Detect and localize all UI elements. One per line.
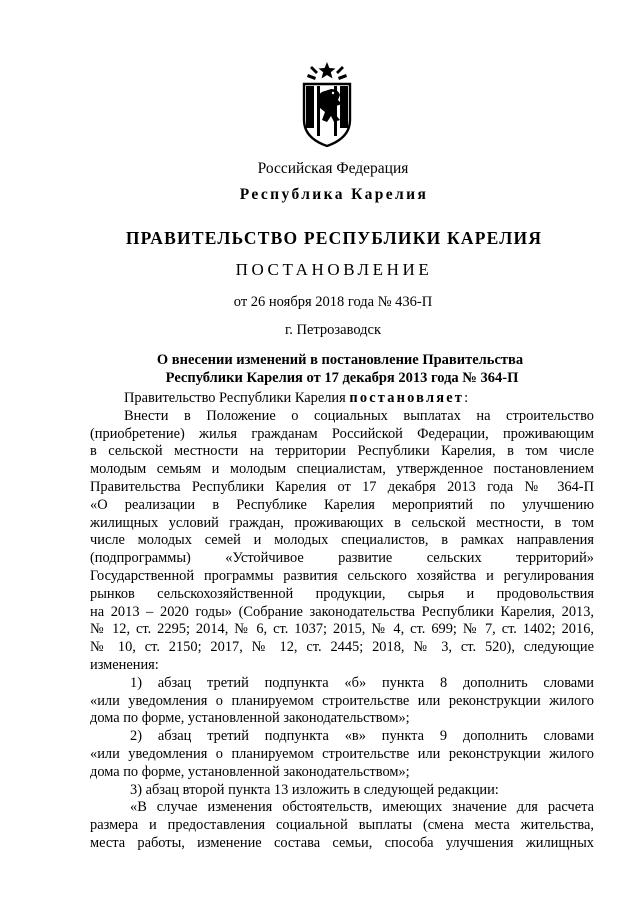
federation-line: Российская Федерация bbox=[257, 160, 409, 177]
body-line: «или уведомления о планируемом строительстве или реконструкции жилого bbox=[90, 692, 594, 709]
body-line: 1) абзац третий подпункта «б» пункта 8 дополнить словами bbox=[130, 674, 594, 691]
body-line: дома по форме, установленной законодательством»; bbox=[90, 763, 410, 780]
body-line: жилищных условий граждан, проживающих в сельской местности, в том bbox=[90, 514, 594, 531]
intro-line bbox=[90, 390, 594, 408]
body-line: размера и предоставления социальной выплаты (смена места жительства, bbox=[90, 817, 594, 834]
karelia-coat-of-arms-icon bbox=[298, 62, 356, 147]
document-title-line-1: О внесении изменений в постановление Правительства bbox=[156, 352, 524, 368]
body-line: в сельской местности на территории Республики Карелия, в том числе bbox=[90, 443, 594, 460]
body-line: места работы, изменение состава семьи, способа улучшения жилищных bbox=[90, 834, 594, 851]
body-line: молодым семьям и молодым специалистам, утвержденное постановлением bbox=[90, 461, 594, 478]
body-line: «О реализации в Республике Карелия мероприятий по улучшению bbox=[90, 496, 594, 513]
body-line: «В случае изменения обстоятельств, имеющих значение для расчета bbox=[130, 799, 594, 816]
body-line: «или уведомления о планируемом строительстве или реконструкции жилого bbox=[90, 745, 594, 762]
date-number-line: от 26 ноября 2018 года № 436-П bbox=[233, 294, 433, 310]
body-line: Внести в Положение о социальных выплатах на строительство bbox=[124, 407, 594, 424]
body-line: № 12, ст. 2295; 2014, № 6, ст. 1037; 2015, № 4, ст. 699; № 7, ст. 1402; 2016, bbox=[90, 621, 594, 638]
decree-word: постановляет bbox=[349, 390, 465, 406]
body-line: (подпрограммы) «Устойчивое развитие сельских территорий» bbox=[90, 550, 594, 567]
city-line: г. Петрозаводск bbox=[284, 322, 382, 338]
body-line: 2) абзац третий подпункта «в» пункта 9 дополнить словами bbox=[130, 728, 594, 745]
document-type-heading: ПОСТАНОВЛЕНИЕ bbox=[235, 260, 433, 279]
intro-prefix: Правительство Республики Карелия bbox=[124, 390, 350, 406]
body-line: числе молодых семей и молодых специалистов, в рамках направления bbox=[90, 532, 594, 549]
body-line: (приобретение) жилья гражданам Российской Федерации, проживающим bbox=[90, 425, 594, 442]
body-line: на 2013 – 2020 годы» (Собрание законодательства Республики Карелия, 2013, bbox=[90, 603, 594, 620]
document-title-line-2: Республики Карелия от 17 декабря 2013 года № 364-П bbox=[165, 370, 519, 386]
body-line: дома по форме, установленной законодательством»; bbox=[90, 710, 410, 727]
body-line: рынков сельскохозяйственной продукции, сырья и продовольствия bbox=[90, 585, 594, 602]
government-heading: ПРАВИТЕЛЬСТВО РЕСПУБЛИКИ КАРЕЛИЯ bbox=[125, 228, 543, 248]
intro-suffix: : bbox=[464, 390, 469, 406]
body-line: 3) абзац второй пункта 13 изложить в следующей редакции: bbox=[130, 781, 499, 798]
document-body bbox=[90, 390, 594, 853]
body-line: изменения: bbox=[90, 656, 159, 673]
body-line: Государственной программы развития сельского хозяйства и регулирования bbox=[90, 567, 594, 584]
body-line: № 10, ст. 2150; 2017, № 12, ст. 2445; 2018, № 3, ст. 520), следующие bbox=[90, 639, 594, 656]
body-line: Правительства Республики Карелия от 17 декабря 2013 года № 364-П bbox=[90, 478, 594, 495]
republic-line: Республика Карелия bbox=[239, 186, 429, 203]
